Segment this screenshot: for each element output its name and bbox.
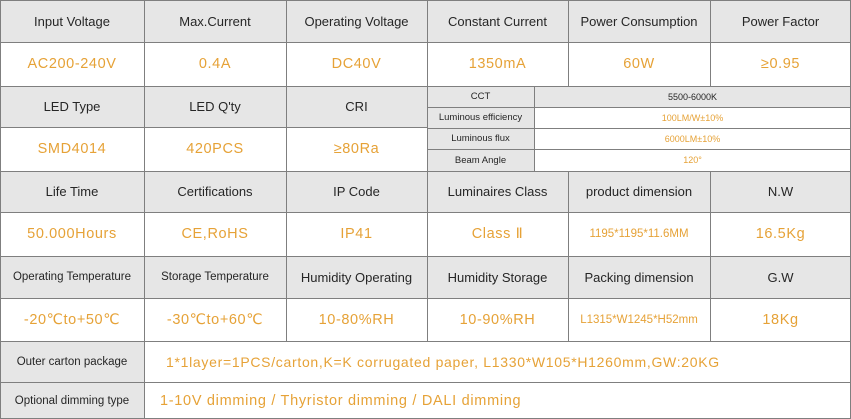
header-max-current: Max.Current	[144, 0, 286, 42]
value-gw: 18Kg	[710, 298, 851, 341]
header-certifications: Certifications	[144, 171, 286, 212]
header-led-type: LED Type	[0, 86, 144, 127]
label-beam-angle: Beam Angle	[427, 149, 534, 171]
value-certifications: CE,RoHS	[144, 212, 286, 256]
header-humidity-operating: Humidity Operating	[286, 256, 427, 298]
value-nw: 16.5Kg	[710, 212, 851, 256]
grid-line	[427, 128, 851, 129]
header-life-time: Life Time	[0, 171, 144, 212]
grid-line	[710, 171, 711, 341]
grid-line	[0, 171, 851, 172]
header-luminaires-class: Luminaires Class	[427, 171, 568, 212]
header-input-voltage: Input Voltage	[0, 0, 144, 42]
label-cct: CCT	[427, 86, 534, 107]
value-led-qty: 420PCS	[144, 127, 286, 171]
header-gw: G.W	[710, 256, 851, 298]
value-outer-carton-package: 1*1layer=1PCS/carton,K=K corrugated paper, L1330*W105*H1260mm,GW:20KG	[144, 341, 851, 382]
header-power-factor: Power Factor	[710, 0, 851, 42]
grid-line	[568, 0, 569, 86]
value-max-current: 0.4A	[144, 42, 286, 86]
grid-line	[0, 127, 427, 128]
grid-line	[286, 0, 287, 341]
value-input-voltage: AC200-240V	[0, 42, 144, 86]
grid-line	[427, 0, 428, 341]
value-beam-angle: 120°	[534, 149, 851, 171]
header-nw: N.W	[710, 171, 851, 212]
value-power-factor: ≥0.95	[710, 42, 851, 86]
header-packing-dimension: Packing dimension	[568, 256, 710, 298]
grid-line	[0, 382, 851, 383]
header-optional-dimming-type: Optional dimming type	[0, 382, 144, 419]
grid-line	[0, 212, 851, 213]
grid-line	[534, 86, 535, 171]
value-storage-temperature: -30℃to+60℃	[144, 298, 286, 341]
value-cri: ≥80Ra	[286, 127, 427, 171]
value-packing-dimension: L1315*W1245*H52mm	[568, 298, 710, 341]
header-cri: CRI	[286, 86, 427, 127]
grid-line	[144, 0, 145, 419]
grid-line	[568, 171, 569, 341]
value-operating-voltage: DC40V	[286, 42, 427, 86]
label-luminous-flux: Luminous flux	[427, 128, 534, 149]
grid-line	[710, 0, 711, 86]
grid-line	[427, 149, 851, 150]
header-storage-temperature: Storage Temperature	[144, 256, 286, 298]
grid-line	[0, 298, 851, 299]
value-optional-dimming-type: 1-10V dimming / Thyristor dimming / DALI dimming	[144, 382, 851, 419]
grid-line	[0, 42, 851, 43]
value-humidity-storage: 10-90%RH	[427, 298, 568, 341]
grid-line	[0, 0, 1, 419]
header-ip-code: IP Code	[286, 171, 427, 212]
header-operating-voltage: Operating Voltage	[286, 0, 427, 42]
label-luminous-efficiency: Luminous efficiency	[427, 107, 534, 128]
value-luminous-efficiency: 100LM/W±10%	[534, 107, 851, 128]
grid-line	[427, 107, 851, 108]
value-power-consumption: 60W	[568, 42, 710, 86]
grid-line	[0, 341, 851, 342]
header-power-consumption: Power Consumption	[568, 0, 710, 42]
header-humidity-storage: Humidity Storage	[427, 256, 568, 298]
header-operating-temperature: Operating Temperature	[0, 256, 144, 298]
value-humidity-operating: 10-80%RH	[286, 298, 427, 341]
header-constant-current: Constant Current	[427, 0, 568, 42]
header-led-qty: LED Q'ty	[144, 86, 286, 127]
header-product-dimension: product dimension	[568, 171, 710, 212]
value-luminous-flux: 6000LM±10%	[534, 128, 851, 149]
value-luminaires-class: Class Ⅱ	[427, 212, 568, 256]
value-constant-current: 1350mA	[427, 42, 568, 86]
grid-line	[0, 0, 851, 1]
header-outer-carton-package: Outer carton package	[0, 341, 144, 382]
value-led-type: SMD4014	[0, 127, 144, 171]
grid-line	[0, 256, 851, 257]
value-product-dimension: 1195*1195*11.6MM	[568, 212, 710, 256]
value-operating-temperature: -20℃to+50℃	[0, 298, 144, 341]
value-cct: 5500-6000K	[534, 86, 851, 107]
value-ip-code: IP41	[286, 212, 427, 256]
grid-line	[0, 86, 851, 87]
value-life-time: 50.000Hours	[0, 212, 144, 256]
